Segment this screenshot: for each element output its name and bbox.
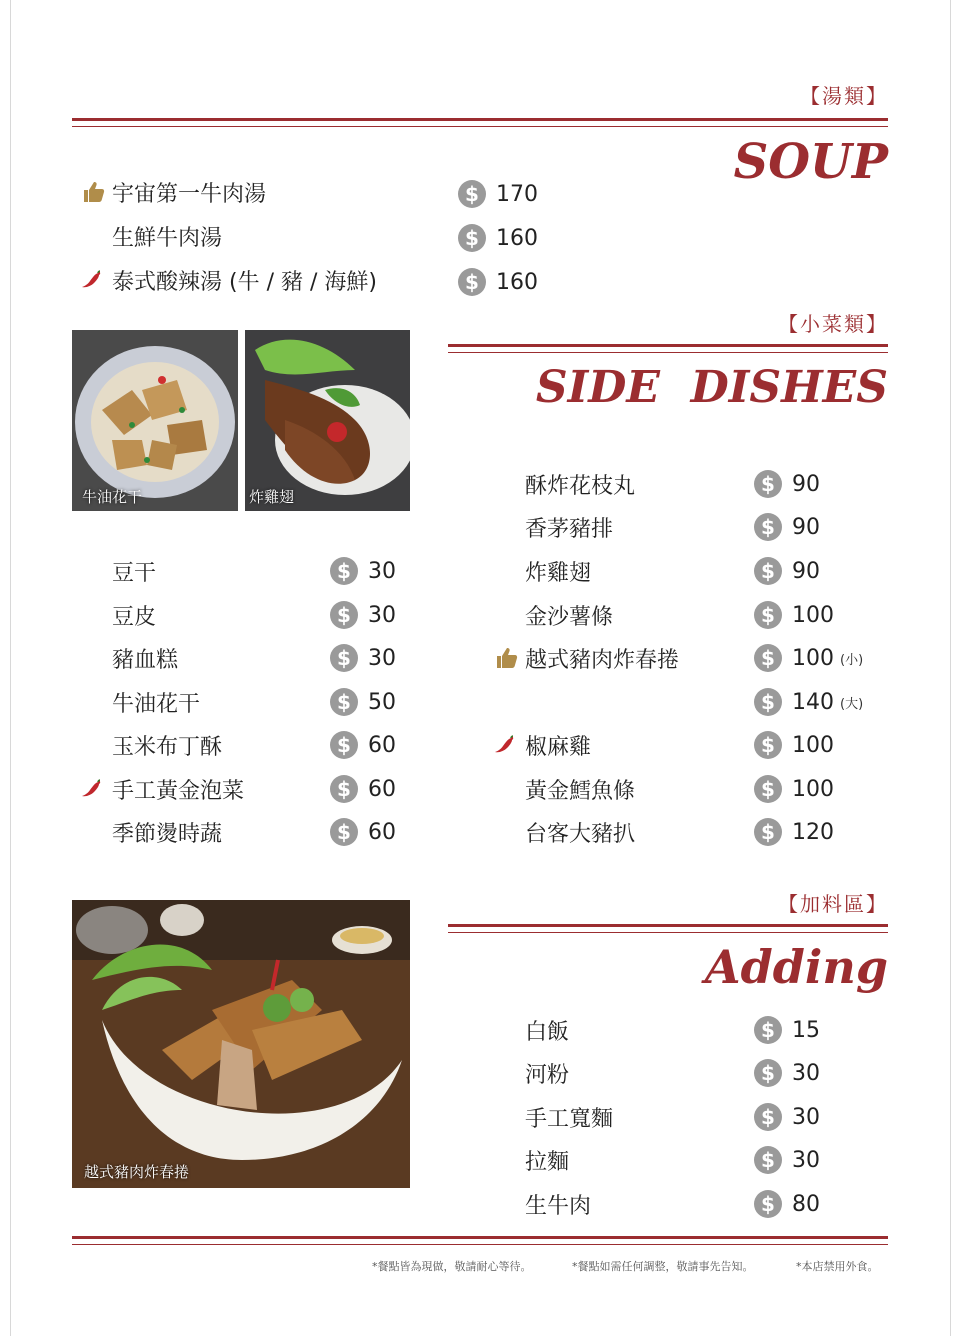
chili-pepper-icon <box>80 777 104 801</box>
menu-item-price <box>458 220 538 256</box>
dollar-icon: $ <box>754 601 782 629</box>
dollar-icon: $ <box>754 1190 782 1218</box>
price-value: 30 <box>792 1104 820 1130</box>
menu-item-price <box>754 771 834 807</box>
dollar-icon: $ <box>330 731 358 759</box>
footer-note: *本店禁用外食。 <box>796 1260 879 1273</box>
photo-caption: 牛油花干 <box>82 488 143 506</box>
price-value: 160 <box>496 225 538 251</box>
menu-item-name: 河粉 <box>525 1062 570 1088</box>
menu-item-name: 泰式酸辣湯 (牛 / 豬 / 海鮮) <box>112 269 377 295</box>
soup-title: SOUP <box>733 134 888 190</box>
menu-item-name: 手工寬麵 <box>525 1106 614 1132</box>
menu-item-price <box>754 684 863 720</box>
photo-braised-tofu <box>72 330 238 511</box>
price-value: 60 <box>368 776 396 802</box>
menu-item-price <box>330 597 396 633</box>
chili-pepper-icon <box>493 733 517 757</box>
price-value: 140 <box>792 689 834 715</box>
menu-item-name: 牛油花干 <box>112 691 201 717</box>
dollar-icon: $ <box>754 557 782 585</box>
dollar-icon: $ <box>330 775 358 803</box>
dollar-icon: $ <box>754 818 782 846</box>
footer-rule-top <box>72 1236 888 1239</box>
menu-item-price <box>754 1099 820 1135</box>
thumbs-up-icon <box>495 646 519 670</box>
menu-item-name: 季節燙時蔬 <box>112 821 223 847</box>
menu-item-name: 豆干 <box>112 560 157 586</box>
adding-rule-top <box>448 924 888 927</box>
photo-fried-wings <box>245 330 410 511</box>
dollar-icon: $ <box>754 513 782 541</box>
dollar-icon: $ <box>754 1016 782 1044</box>
menu-item-name: 手工黃金泡菜 <box>112 778 245 804</box>
price-value: 120 <box>792 819 834 845</box>
dollar-icon: $ <box>754 644 782 672</box>
price-value: 90 <box>792 558 820 584</box>
dollar-icon: $ <box>458 224 486 252</box>
menu-item-name: 拉麵 <box>525 1149 570 1175</box>
menu-item-name: 黃金鱈魚條 <box>525 778 636 804</box>
menu-item-price <box>754 640 863 676</box>
dollar-icon: $ <box>330 601 358 629</box>
menu-item-name: 豆皮 <box>112 604 157 630</box>
footer-rule-bottom <box>72 1244 888 1245</box>
soup-category-label: 【湯類】 <box>800 84 888 108</box>
photo-caption: 炸雞翅 <box>249 488 295 506</box>
menu-item-name: 炸雞翅 <box>525 560 592 586</box>
menu-item-price <box>754 1055 820 1091</box>
price-value: 30 <box>792 1060 820 1086</box>
menu-item-price <box>330 684 396 720</box>
size-note: (小) <box>840 652 864 668</box>
menu-item-price <box>330 771 396 807</box>
dollar-icon: $ <box>330 557 358 585</box>
price-value: 100 <box>792 645 834 671</box>
menu-item-name: 金沙薯條 <box>525 604 614 630</box>
dollar-icon: $ <box>330 688 358 716</box>
menu-item-price <box>754 597 834 633</box>
price-value: 80 <box>792 1191 820 1217</box>
adding-category-label: 【加料區】 <box>778 892 888 916</box>
menu-item-price <box>754 553 820 589</box>
price-value: 60 <box>368 819 396 845</box>
price-value: 30 <box>368 558 396 584</box>
price-value: 30 <box>368 602 396 628</box>
dollar-icon: $ <box>754 1146 782 1174</box>
dollar-icon: $ <box>754 775 782 803</box>
price-value: 90 <box>792 514 820 540</box>
side-dishes-rule-bottom <box>448 352 888 353</box>
price-value: 60 <box>368 732 396 758</box>
size-note: (大) <box>840 696 864 712</box>
menu-item-price <box>330 640 396 676</box>
price-value: 100 <box>792 776 834 802</box>
photo-spring-rolls <box>72 900 410 1188</box>
footer-note: *餐點皆為現做，敬請耐心等待。 <box>372 1260 532 1273</box>
menu-item-name: 白飯 <box>525 1019 570 1045</box>
dollar-icon: $ <box>330 644 358 672</box>
menu-item-name: 生鮮牛肉湯 <box>112 225 223 251</box>
price-value: 160 <box>496 269 538 295</box>
price-value: 30 <box>368 645 396 671</box>
dollar-icon: $ <box>754 470 782 498</box>
page-border-left <box>10 0 11 1336</box>
menu-item-price <box>330 727 396 763</box>
menu-item-name: 香茅豬排 <box>525 516 614 542</box>
price-value: 90 <box>792 471 820 497</box>
footer-note: *餐點如需任何調整，敬請事先告知。 <box>572 1260 754 1273</box>
thumbs-up-icon <box>82 180 106 204</box>
price-value: 100 <box>792 602 834 628</box>
dollar-icon: $ <box>458 180 486 208</box>
menu-item-name: 生牛肉 <box>525 1193 592 1219</box>
menu-item-name: 台客大豬扒 <box>525 821 636 847</box>
menu-item-price <box>754 509 820 545</box>
dollar-icon: $ <box>754 1103 782 1131</box>
side-dishes-rule-top <box>448 344 888 347</box>
menu-item-name: 酥炸花枝丸 <box>525 473 636 499</box>
side-dishes-title: SIDE DISHES <box>535 362 888 413</box>
menu-item-name: 玉米布丁酥 <box>112 734 223 760</box>
dollar-icon: $ <box>458 268 486 296</box>
menu-item-name: 宇宙第一牛肉湯 <box>112 181 267 207</box>
price-value: 30 <box>792 1147 820 1173</box>
adding-title: Adding <box>704 940 888 994</box>
price-value: 15 <box>792 1017 820 1043</box>
menu-item-price <box>754 1012 820 1048</box>
side-dishes-category-label: 【小菜類】 <box>778 312 888 336</box>
menu-item-price <box>330 553 396 589</box>
soup-rule-top <box>72 118 888 121</box>
photo-caption: 越式豬肉炸春捲 <box>84 1163 190 1181</box>
menu-item-price <box>754 1142 820 1178</box>
dollar-icon: $ <box>754 731 782 759</box>
dollar-icon: $ <box>330 818 358 846</box>
menu-item-price <box>330 814 396 850</box>
dollar-icon: $ <box>754 1059 782 1087</box>
menu-item-price <box>754 814 834 850</box>
menu-item-price <box>458 264 538 300</box>
dollar-icon: $ <box>754 688 782 716</box>
menu-item-price <box>754 727 834 763</box>
price-value: 50 <box>368 689 396 715</box>
price-value: 170 <box>496 181 538 207</box>
soup-rule-bottom <box>72 126 888 127</box>
price-value: 100 <box>792 732 834 758</box>
menu-item-name: 越式豬肉炸春捲 <box>525 647 680 673</box>
menu-item-price <box>754 466 820 502</box>
menu-item-name: 豬血糕 <box>112 647 179 673</box>
menu-item-price <box>458 176 538 212</box>
menu-item-price <box>754 1186 820 1222</box>
page-border-right <box>950 0 951 1336</box>
chili-pepper-icon <box>80 268 104 292</box>
adding-rule-bottom <box>448 932 888 933</box>
menu-item-name: 椒麻雞 <box>525 734 592 760</box>
